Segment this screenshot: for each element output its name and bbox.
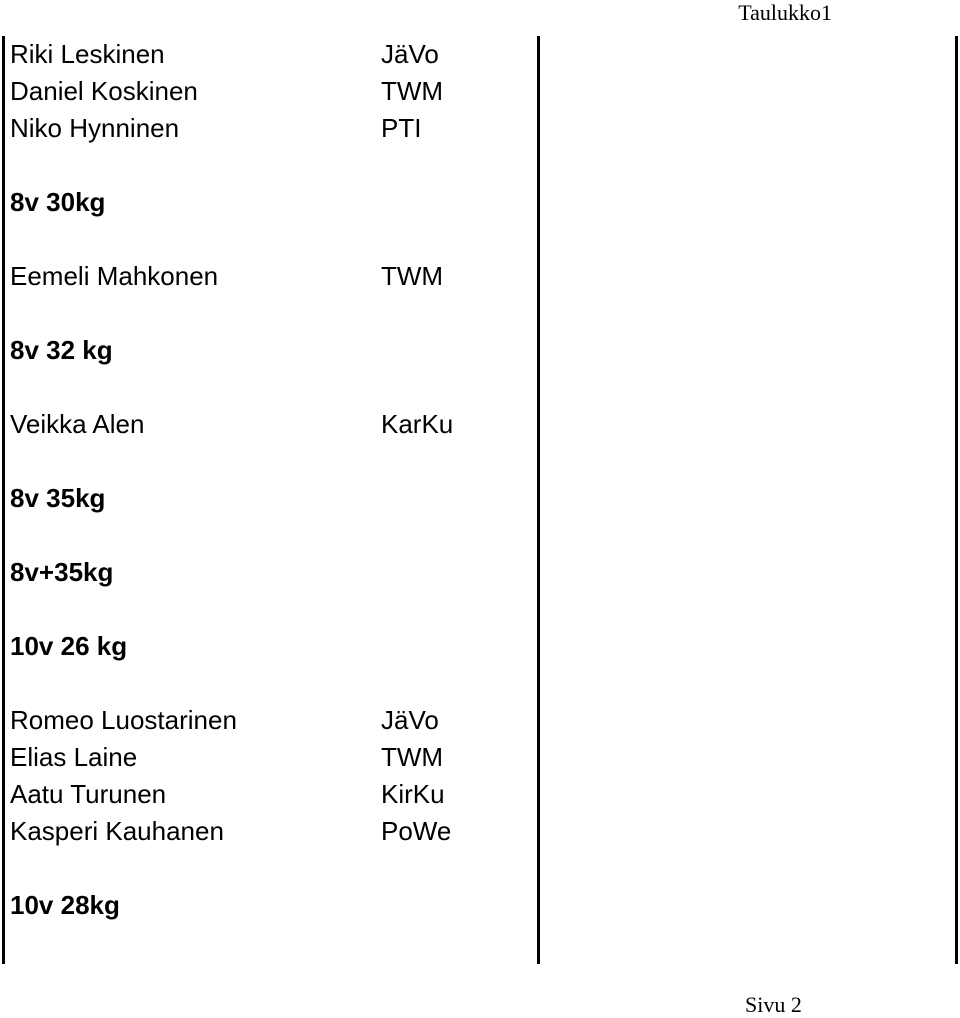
competitor-club: TWM: [381, 742, 444, 772]
competitor-name: Kasperi Kauhanen: [10, 816, 224, 846]
category-heading-row: [10, 628, 530, 665]
competitor-club: PoWe: [381, 816, 452, 846]
blank-row: [10, 850, 530, 887]
category-heading-row: [10, 332, 530, 369]
competitor-club: TWM: [381, 76, 444, 106]
competitor-row: [10, 406, 530, 443]
blank-row: [10, 591, 530, 628]
competitor-row: [10, 813, 530, 850]
right-border-line: [955, 36, 958, 964]
category-heading-row: [10, 887, 530, 924]
competitor-club: TWM: [381, 261, 444, 291]
page-number: Sivu 2: [745, 992, 802, 1017]
competitor-row: [10, 73, 530, 110]
competitor-club: PTI: [381, 113, 422, 143]
category-heading: 8v 32 kg: [10, 335, 113, 365]
competitor-name: Eemeli Mahkonen: [10, 261, 219, 291]
competitor-row: [10, 36, 530, 73]
competitor-club: KirKu: [381, 779, 445, 809]
category-heading: 10v 28kg: [10, 890, 120, 920]
blank-row: [10, 221, 530, 258]
blank-row: [10, 147, 530, 184]
competitor-name: Elias Laine: [10, 742, 138, 772]
competitor-name: Niko Hynninen: [10, 113, 180, 143]
competitor-row: [10, 258, 530, 295]
competitor-row: [10, 702, 530, 739]
blank-row: [10, 295, 530, 332]
blank-row: [10, 369, 530, 406]
blank-row: [10, 517, 530, 554]
sheet-title: Taulukko1: [738, 0, 832, 25]
competitor-name: Daniel Koskinen: [10, 76, 198, 106]
competitor-club: KarKu: [381, 409, 454, 439]
category-heading-row: [10, 480, 530, 517]
roster-list: [10, 36, 530, 924]
category-heading: 8v 30kg: [10, 187, 106, 217]
competitor-row: [10, 776, 530, 813]
category-heading: 10v 26 kg: [10, 631, 128, 661]
category-heading: 8v 35kg: [10, 483, 106, 513]
left-border-line: [2, 36, 5, 964]
competitor-club: JäVo: [381, 39, 439, 69]
competitor-row: [10, 110, 530, 147]
competitor-name: Veikka Alen: [10, 409, 145, 439]
competitor-row: [10, 739, 530, 776]
category-heading: 8v+35kg: [10, 557, 114, 587]
blank-row: [10, 665, 530, 702]
competitor-name: Aatu Turunen: [10, 779, 167, 809]
category-heading-row: [10, 184, 530, 221]
competitor-name: Riki Leskinen: [10, 39, 165, 69]
competitor-name: Romeo Luostarinen: [10, 705, 237, 735]
category-heading-row: [10, 554, 530, 591]
blank-row: [10, 443, 530, 480]
column-divider-line: [537, 36, 540, 964]
competitor-club: JäVo: [381, 705, 439, 735]
